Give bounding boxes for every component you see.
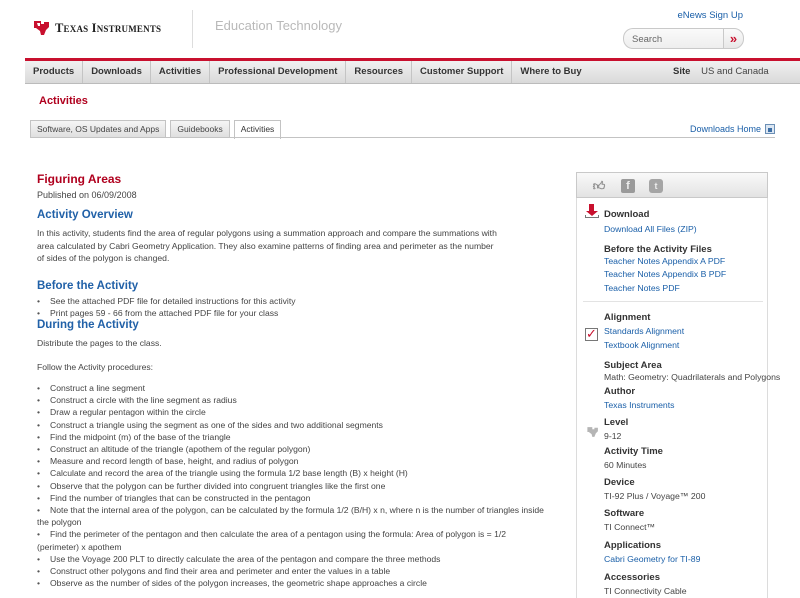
section-title: Education Technology [215, 18, 342, 33]
list-item: • Find the number of triangles that can be constructed in the pentagon [37, 492, 547, 504]
before-files-heading: Before the Activity Files [604, 244, 712, 255]
accessories-heading: Accessories [604, 572, 660, 583]
search-button[interactable]: » [723, 28, 744, 49]
list-item: • Construct a triangle using the segment as one of the sides and two additional segments [37, 419, 547, 431]
overview-line: area calculated by Cabri Geometry Application. They also examine patterns of finding area and perimeter as the number [37, 240, 494, 251]
procedure-list [37, 382, 547, 589]
during-heading: During the Activity [37, 318, 139, 331]
subject-heading: Subject Area [604, 360, 662, 371]
list-item: • Calculate and record the area of the triangle using the formula 1/2 base length (B) x height (H) [37, 467, 547, 479]
teacher-notes-link[interactable]: Teacher Notes PDF [604, 283, 680, 293]
activity-title: Figuring Areas [37, 172, 122, 186]
level-value: 9-12 [604, 431, 622, 441]
author-heading: Author [604, 386, 636, 397]
list-item: • Construct a circle with the line segment as radius [37, 394, 547, 406]
follow-text: Follow the Activity procedures: [37, 362, 154, 373]
nav-activities[interactable]: Activities [151, 61, 210, 83]
level-heading: Level [604, 417, 629, 428]
tab-guidebooks[interactable]: Guidebooks [170, 120, 229, 138]
published-date: Published on 06/09/2008 [37, 190, 137, 200]
standards-alignment-link[interactable]: Standards Alignment [604, 326, 685, 336]
software-value: TI Connect™ [604, 522, 656, 532]
site-header [0, 0, 800, 58]
list-item: • Construct other polygons and find their area and perimeter and enter the values in a table [37, 565, 547, 577]
nav-customer-support[interactable]: Customer Support [412, 61, 512, 83]
activity-content [37, 172, 547, 589]
time-heading: Activity Time [604, 446, 663, 457]
list-item: • Observe that the polygon can be further divided into congruent triangles like the first one [37, 480, 547, 492]
overview-heading: Activity Overview [37, 209, 133, 221]
list-item: • Print pages 59 - 66 from the attached PDF file for your class [37, 307, 547, 319]
list-item: • Note that the internal area of the polygon, can be calculated by the formula 1/2 (B/H) x n, where n is the number of triangles inside the polygon [37, 504, 547, 528]
subject-value: Math: Geometry: Quadrilaterals and Polygons [604, 372, 781, 382]
downloads-home-link[interactable] [690, 124, 775, 134]
list-item: • Draw a regular pentagon within the circle [37, 406, 547, 418]
list-item: • Measure and record length of base, height, and radius of polygon [37, 455, 547, 467]
list-item: • Construct an altitude of the triangle (apothem of the regular polygon) [37, 443, 547, 455]
list-item: • Observe as the number of sides of the polygon increases, the geometric shape approaches a circle [37, 577, 547, 589]
main-nav [25, 58, 800, 84]
home-icon[interactable] [765, 124, 775, 134]
site-value[interactable]: US and Canada [701, 66, 769, 77]
sidebar-body [576, 198, 781, 598]
overview-text [37, 227, 547, 265]
nav-downloads[interactable]: Downloads [83, 61, 151, 83]
download-icon [585, 204, 599, 218]
download-all-link[interactable]: Download All Files (ZIP) [604, 224, 697, 234]
before-heading: Before the Activity [37, 279, 139, 292]
share-bar [576, 172, 768, 198]
time-value: 60 Minutes [604, 460, 647, 470]
overview-line: In this activity, students find the area of regular polygons using a summation approach and compare the summations with [37, 228, 497, 238]
facebook-icon[interactable]: f [621, 179, 635, 193]
nav-resources[interactable]: Resources [346, 61, 412, 83]
before-list [37, 295, 547, 319]
download-heading: Download [604, 209, 650, 220]
site-selector[interactable] [673, 61, 769, 83]
device-value: TI-92 Plus / Voyage™ 200 [604, 491, 706, 501]
tab-activities[interactable]: Activities [234, 120, 282, 139]
header-divider [192, 10, 193, 48]
applications-heading: Applications [604, 540, 662, 551]
ti-logo[interactable] [32, 18, 161, 38]
software-heading: Software [604, 508, 645, 519]
activity-sidebar [576, 172, 781, 598]
applications-link[interactable]: Cabri Geometry for TI-89 [604, 554, 701, 564]
distribute-text: Distribute the pages to the class. [37, 337, 162, 348]
site-label: Site [673, 66, 691, 77]
author-link[interactable]: Texas Instruments [604, 400, 675, 410]
tab-bar [30, 120, 285, 138]
brand-name: Texas Instruments [55, 20, 162, 35]
alignment-heading: Alignment [604, 312, 651, 323]
page-title: Activities [39, 95, 88, 107]
nav-where-to-buy[interactable]: Where to Buy [520, 66, 582, 77]
list-item: • Find the midpoint (m) of the base of the triangle [37, 431, 547, 443]
accessories-value: TI Connectivity Cable [604, 586, 687, 596]
list-item: • See the attached PDF file for detailed instructions for this activity [37, 295, 547, 307]
list-item: • Construct a line segment [37, 382, 547, 394]
device-heading: Device [604, 477, 635, 488]
nav-professional-development[interactable]: Professional Development [210, 61, 346, 83]
ti-logo-icon [32, 18, 52, 38]
downloads-home-label[interactable]: Downloads Home [690, 124, 762, 134]
search-input[interactable]: Search [623, 28, 723, 49]
list-item: • Use the Voyage 200 PLT to directly calculate the area of the pentagon and compare the three methods [37, 553, 547, 565]
teacher-notes-b-link[interactable]: Teacher Notes Appendix B PDF [604, 269, 727, 279]
like-icon[interactable]: 👍︎ [592, 179, 606, 193]
textbook-alignment-link[interactable]: Textbook Alignment [604, 340, 680, 350]
alignment-check-icon: ✓ [586, 326, 597, 341]
list-item: • Find the perimeter of the pentagon and then calculate the area of a pentagon using the formula: Area of polygon is = 1/2 (perimeter) x apothem [37, 528, 547, 552]
sidebar-divider [583, 301, 763, 302]
overview-line: of sides of the polygon is changed. [37, 253, 170, 263]
ti-author-icon [586, 425, 600, 439]
enews-signup-link[interactable]: eNews Sign Up [677, 10, 743, 21]
tab-software[interactable]: Software, OS Updates and Apps [30, 120, 166, 138]
nav-products[interactable]: Products [25, 61, 83, 83]
teacher-notes-a-link[interactable]: Teacher Notes Appendix A PDF [604, 256, 726, 266]
tab-divider [30, 137, 775, 138]
twitter-icon[interactable]: t [649, 179, 663, 193]
